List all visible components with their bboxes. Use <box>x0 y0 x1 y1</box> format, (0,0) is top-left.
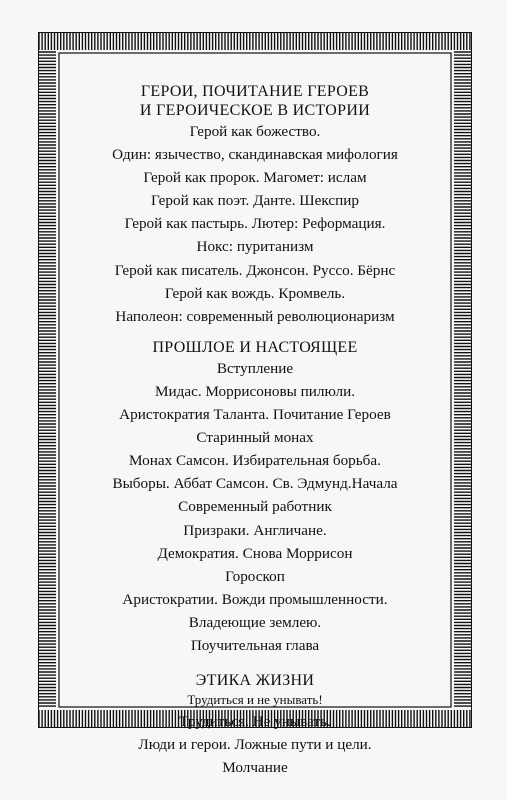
section-heroes <box>62 82 448 328</box>
toc-item: Герой как вождь. Кромвель. <box>164 284 346 302</box>
toc-item: Старинный монах <box>196 429 314 447</box>
toc-item: Аристократия Таланта. Почитание Героев <box>119 406 391 424</box>
toc-item: Герой как поэт. Данте. Шекспир <box>151 192 359 210</box>
toc-item: Один: язычество, скандинавская мифология <box>112 146 398 164</box>
toc-item: Люди и герои. Ложные пути и цели. <box>138 736 372 754</box>
section-subtitle: Трудиться и не унывать! <box>187 692 323 708</box>
toc-item: Герой как божество. <box>189 123 321 140</box>
toc-item: Современный работник <box>178 498 332 516</box>
toc-item: Выборы. Аббат Самсон. Св. Эдмунд.Начала <box>112 475 398 493</box>
section-title-line: ЭТИКА ЖИЗНИ <box>195 672 315 690</box>
toc-item: Герой как пророк. Магомет: ислам <box>143 169 367 187</box>
toc-item: Аристократии. Вожди промышленности. <box>122 590 388 608</box>
toc-item: Мидас. Моррисоновы пилюли. <box>154 382 355 400</box>
toc-item: Вступление <box>216 359 294 377</box>
table-of-contents <box>62 82 448 779</box>
section-past-and-present <box>62 338 448 657</box>
toc-item: Владеющие землею. <box>188 613 322 631</box>
toc-item: Герой как писатель. Джонсон. Руссо. Бёрнс <box>114 261 396 279</box>
section-title-line: И ГЕРОИЧЕСКОЕ В ИСТОРИИ <box>139 102 371 119</box>
toc-item: Трудиться. Не унывать. <box>179 713 331 731</box>
section-title-line: ГЕРОИ, ПОЧИТАНИЕ ГЕРОЕВ <box>140 83 370 100</box>
toc-item: Поучительная глава <box>190 636 320 654</box>
toc-item: Демократия. Снова Моррисон <box>157 544 353 562</box>
section-ethics-of-life <box>62 671 448 779</box>
toc-item: Наполеон: современный революционаризм <box>115 307 395 325</box>
toc-item: Молчание <box>222 759 288 777</box>
toc-item: Герой как пастырь. Лютер: Реформация. <box>124 215 386 233</box>
toc-item: Монах Самсон. Избирательная борьба. <box>129 452 381 470</box>
toc-item: Гороскоп <box>225 567 285 585</box>
toc-item: Призраки. Англичане. <box>183 521 327 539</box>
section-title-line: ПРОШЛОЕ И НАСТОЯЩЕЕ <box>152 338 358 356</box>
toc-item: Нокс: пуританизм <box>196 238 314 256</box>
